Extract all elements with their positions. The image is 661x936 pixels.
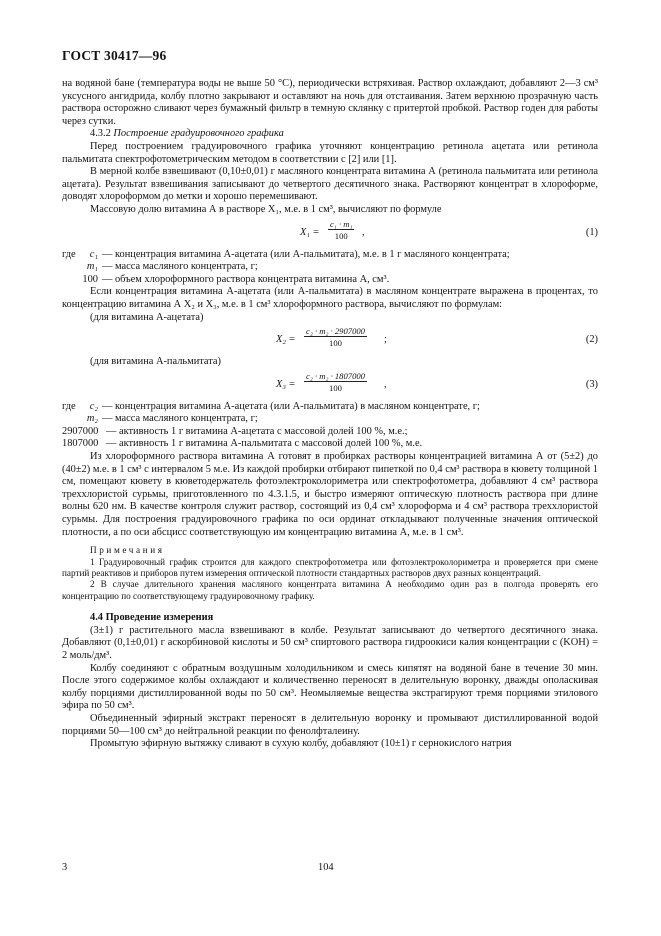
- paragraph: Колбу соединяют с обратным воздушным холодильником и смесь кипятят на водяной бане в течение 30 мин. После этого содержимое колбы охлаждают и количественно переносят в делительную воронку, дважды ополаскивая колбу порциями дистиллированной воды по 50 см³. Неомыляемые вещества экстрагируют тремя порциями этилового эфира по 50 см³.: [62, 662, 598, 712]
- formula-number: (2): [585, 334, 598, 346]
- formula-lhs: X₁ =: [300, 226, 320, 238]
- footer-edition-number: 3: [62, 862, 68, 873]
- definition-row: 100 — объем хлороформного раствора концентрата витамина А, см³.: [82, 273, 390, 285]
- formula-1: X₁ = $\frac{\text{c₁ · m₁}}{100}$ , (1): [300, 218, 598, 241]
- definition-row: m₂ — масса масляного концентрата, г;: [86, 413, 258, 425]
- section-heading-4-4: 4.4 Проведение измерения: [90, 612, 214, 624]
- notes-block: [62, 545, 598, 602]
- paragraph: (3±1) г растительного масла взвешивают в колбе. Результат записывают до четвертого десятичного знака. Добавляют (0,1±0,01) г аскорбиновой кислоты и 50 см³ спиртового раствора гидроокиси калия концентрации c (KOH) = 2 моль/дм³.: [62, 624, 598, 662]
- document-id: ГОСТ 30417—96: [62, 48, 167, 63]
- formula-fraction: [304, 371, 367, 393]
- paragraph: Перед построением градуировочного графика уточняют концентрацию ретинола ацетата или ретинола пальмитата спектрофотометрическим методом в соответствии с [2] или [1].: [62, 140, 598, 165]
- page-number: 104: [318, 862, 334, 873]
- formula-fraction: [304, 326, 367, 348]
- notes-title: Примечания: [90, 545, 165, 556]
- note-item: 1 Градуировочный график строится для каждого спектрофотометра или фотоэлектроколориметра и проверяется при смене партий реактивов и приборов путем измерения оптической плотности стандартных растворов двух разных концентраций.: [62, 556, 598, 579]
- paragraph: Промытую эфирную вытяжку сливают в сухую колбу, добавляют (10±1) г сернокислого натрия: [90, 738, 512, 750]
- definition-row: 2907000 — активность 1 г витамина А-ацетата с массовой долей 100 %, м.е.;: [62, 425, 408, 437]
- denominator: 100: [304, 336, 367, 348]
- paragraph: Если концентрация витамина А-ацетата (или А-пальмитата) в масляном концентрате выражена в процентах, то концентрацию витамина А X₂ и X₃, м.е. в 1 см³ хлороформного раствора, вычисляют по формулам:: [62, 286, 598, 310]
- numerator: c₂ · m₂ · 1807000: [306, 370, 365, 381]
- paragraph: на водяной бане (температура воды не выше 50 °С), периодически встряхивая. Раствор охлаждают, добавляют 2—3 см³ уксусного ангидрида, колбу плотно закрывают и оставляют на ночь для отстаивания. Затем верхнюю прозрачную часть раствора осторожно сливают через бумажный фильтр в темную склянку с притертой пробкой. Раствор годен для работы через сутки.: [62, 78, 598, 127]
- numerator: c₁ · m₁: [330, 218, 353, 229]
- formula-2: X₂ = $\frac{\text{c₂ · m₂ · 2907000}}{100}$ ; (2): [276, 326, 598, 349]
- definition-row: где c₁ — концентрация витамина А-ацетата (или А-пальмитата), м.е. в 1 г масляного концентрата;: [62, 248, 510, 260]
- denominator: 100: [304, 381, 367, 393]
- section-heading-4-3-2: 4.3.2 Построение градуировочного графика: [90, 128, 284, 140]
- definitions-list: [62, 401, 598, 451]
- formula-caption: (для витамина А-пальмитата): [90, 356, 221, 368]
- page-body: [62, 78, 598, 751]
- paragraph: В мерной колбе взвешивают (0,10±0,01) г масляного концентрата витамина А (ретинола пальмитата или ретинола ацетата). Результат взвешивания записывают до четвертого десятичного знака. Растворяют концентрат в хлороформе, доводят хлороформом до метки и хорошо перемешивают.: [62, 166, 598, 203]
- definition-row: m₁ — масса масляного концентрата, г;: [86, 261, 258, 273]
- formula-lhs: X₃ =: [276, 378, 296, 390]
- formula-fraction: [328, 219, 354, 241]
- paragraph: Из хлороформного раствора витамина А готовят в пробирках растворы концентрацией витамина А от (5±2) до (40±2) м.е. в 1 см³ с интервалом 5 м.е. Из каждой пробирки отбирают пипеткой по 0,4 см³ раствора в кювету толщиной 1 см, помещают кювету в кюветодержатель фотоэлектроколориметра или спектрофотометра, добавляют 4 см³ раствора треххлористой сурьмы, приготовленного по 4.3.1.5, и быстро измеряют оптическую плотность раствора при длине волны 620 нм. В качестве контроля служит раствор, состоящий из 0,4 см³ хлороформа и 4 см³ раствора треххлористой сурьмы. Для построения градуировочного графика по оси ординат откладывают полученные значения оптической плотности, а по оси абсцисс соответствующую им концентрацию витамина А, м.е. в 1 см³.: [62, 451, 598, 538]
- numerator: c₂ · m₂ · 2907000: [306, 326, 365, 337]
- formula-caption: (для витамина А-ацетата): [90, 311, 204, 323]
- formula-number: (1): [585, 226, 598, 238]
- definition-row: где c₂ — концентрация витамина А-ацетата (или А-пальмитата) в масляном концентрате, г;: [62, 400, 480, 412]
- formula-3: X₃ = $\frac{\text{c₂ · m₂ · 1807000}}{100}$ , (3): [276, 370, 598, 393]
- formula-lhs: X₂ =: [276, 334, 296, 346]
- denominator: 100: [328, 229, 354, 241]
- definitions-list: [62, 249, 598, 287]
- note-item: 2 В случае длительного хранения масляного концентрата витамина А необходимо один раз в полгода проверять его концентрацию по соответствующему градуировочному графику.: [62, 579, 598, 601]
- paragraph: Объединенный эфирный экстракт переносят в делительную воронку и промывают дистиллированной водой порциями 50—100 см³ до нейтральной реакции по фенолфталеину.: [62, 713, 598, 737]
- section-title: Построение градуировочного графика: [113, 128, 284, 140]
- formula-number: (3): [585, 378, 598, 390]
- definition-row: 1807000 — активность 1 г витамина А-пальмитата с массовой долей 100 %, м.е.: [62, 438, 423, 450]
- paragraph: Массовую долю витамина А в растворе X₁, м.е. в 1 см³, вычисляют по формуле: [90, 203, 442, 215]
